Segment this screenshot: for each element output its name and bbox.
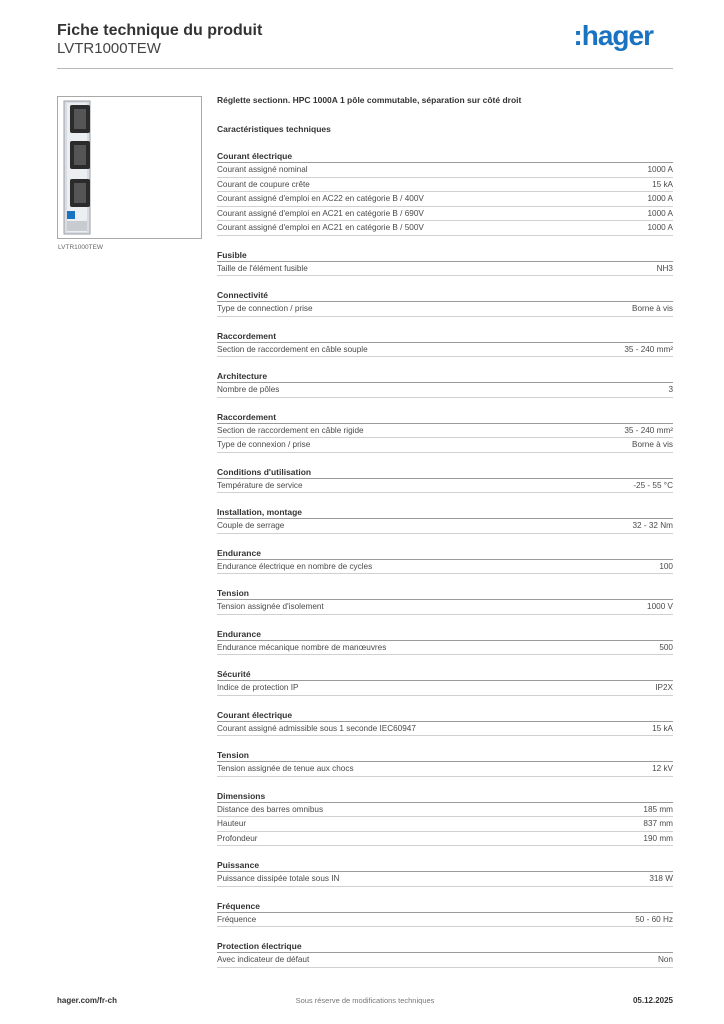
spec-group-title: Dimensions — [217, 789, 673, 803]
spec-row — [217, 302, 673, 317]
spec-row — [217, 560, 673, 575]
spec-row — [217, 817, 673, 832]
spec-row — [217, 722, 673, 737]
spec-label: Courant assigné d'emploi en AC21 en catégorie B / 500V — [217, 223, 424, 233]
spec-value: 1000 V — [647, 602, 673, 612]
spec-value: -25 - 55 °C — [633, 480, 673, 490]
spec-value: 185 mm — [643, 804, 673, 814]
spec-group — [217, 899, 673, 928]
spec-row — [217, 913, 673, 928]
spec-row — [217, 383, 673, 398]
spec-row — [217, 762, 673, 777]
spec-value: 837 mm — [643, 819, 673, 829]
spec-group-title: Tension — [217, 586, 673, 600]
spec-group-title: Architecture — [217, 369, 673, 383]
spec-group-title: Installation, montage — [217, 505, 673, 519]
spec-row — [217, 163, 673, 178]
spec-group — [217, 465, 673, 494]
spec-label: Endurance électrique en nombre de cycles — [217, 561, 373, 571]
spec-label: Profondeur — [217, 833, 258, 843]
spec-value: 35 - 240 mm² — [624, 344, 673, 354]
spec-value: 50 - 60 Hz — [635, 914, 673, 924]
spec-row — [217, 262, 673, 277]
page-header — [57, 20, 673, 70]
spec-group — [217, 149, 673, 236]
spec-groups — [217, 149, 673, 968]
spec-group — [217, 329, 673, 358]
spec-label: Nombre de pôles — [217, 385, 280, 395]
spec-group — [217, 789, 673, 847]
spec-value: 1000 A — [647, 165, 673, 175]
product-description: Réglette sectionn. HPC 1000A 1 pôle commutable, séparation sur côté droit — [217, 95, 522, 105]
document-title: Fiche technique du produit — [57, 22, 263, 39]
spec-group-title: Endurance — [217, 546, 673, 560]
spec-label: Type de connexion / prise — [217, 440, 311, 450]
spec-value: 100 — [659, 561, 673, 571]
spec-label: Fréquence — [217, 914, 257, 924]
spec-group — [217, 410, 673, 453]
spec-row — [217, 178, 673, 193]
spec-value: NH3 — [656, 263, 673, 273]
product-image — [58, 97, 201, 238]
spec-label: Courant assigné d'emploi en AC22 en catégorie B / 400V — [217, 194, 424, 204]
spec-row — [217, 438, 673, 453]
spec-value: 1000 A — [647, 208, 673, 218]
spec-label: Courant assigné d'emploi en AC21 en catégorie B / 690V — [217, 208, 424, 218]
spec-value: 318 W — [649, 874, 673, 884]
spec-label: Taille de l'élément fusible — [217, 263, 308, 273]
spec-value: 15 kA — [652, 179, 673, 189]
product-reference: LVTR1000TEW — [57, 40, 161, 57]
spec-label: Tension assignée de tenue aux chocs — [217, 764, 354, 774]
spec-label: Indice de protection IP — [217, 683, 299, 693]
footer-notice: Sous réserve de modifications techniques — [295, 996, 435, 1005]
spec-label: Température de service — [217, 480, 303, 490]
spec-group — [217, 708, 673, 737]
spec-row — [217, 424, 673, 439]
spec-group — [217, 369, 673, 398]
spec-row — [217, 479, 673, 494]
spec-value: Borne à vis — [632, 440, 673, 450]
hager-logo: :hager — [573, 20, 653, 51]
header-divider — [57, 68, 673, 69]
spec-row — [217, 519, 673, 534]
spec-group — [217, 627, 673, 656]
spec-label: Distance des barres omnibus — [217, 804, 324, 814]
spec-label: Section de raccordement en câble rigide — [217, 425, 364, 435]
spec-label: Avec indicateur de défaut — [217, 955, 310, 965]
spec-group-title: Sécurité — [217, 667, 673, 681]
footer-website: hager.com/fr-ch — [57, 996, 118, 1005]
spec-value: 1000 A — [647, 194, 673, 204]
spec-group-title: Courant électrique — [217, 708, 673, 722]
spec-row — [217, 221, 673, 236]
spec-group-title: Protection électrique — [217, 939, 673, 953]
spec-label: Courant de coupure crête — [217, 179, 310, 189]
spec-row — [217, 192, 673, 207]
spec-group — [217, 546, 673, 575]
spec-row — [217, 872, 673, 887]
spec-label: Endurance mécanique nombre de manœuvres — [217, 642, 387, 652]
spec-group-title: Endurance — [217, 627, 673, 641]
spec-label: Couple de serrage — [217, 521, 285, 531]
spec-label: Section de raccordement en câble souple — [217, 344, 368, 354]
spec-label: Hauteur — [217, 819, 247, 829]
spec-value: 190 mm — [643, 833, 673, 843]
spec-row — [217, 681, 673, 696]
spec-label: Courant assigné admissible sous 1 seconde IEC60947 — [217, 723, 416, 733]
spec-group-title: Raccordement — [217, 410, 673, 424]
spec-group-title: Raccordement — [217, 329, 673, 343]
spec-group-title: Fusible — [217, 248, 673, 262]
spec-group-title: Tension — [217, 748, 673, 762]
spec-value: 15 kA — [652, 723, 673, 733]
spec-row — [217, 832, 673, 847]
spec-row — [217, 343, 673, 358]
spec-row — [217, 600, 673, 615]
page-footer — [57, 996, 673, 1010]
spec-group — [217, 748, 673, 777]
spec-group-title: Courant électrique — [217, 149, 673, 163]
spec-label: Tension assignée d'isolement — [217, 602, 324, 612]
spec-group — [217, 288, 673, 317]
spec-sheet — [217, 94, 673, 968]
spec-label: Courant assigné nominal — [217, 165, 308, 175]
spec-group-title: Fréquence — [217, 899, 673, 913]
specs-heading: Caractéristiques techniques — [217, 124, 331, 134]
spec-value: 12 kV — [652, 764, 673, 774]
spec-value: Non — [657, 955, 673, 965]
spec-group — [217, 667, 673, 696]
spec-label: Type de connection / prise — [217, 304, 313, 314]
spec-group-title: Puissance — [217, 858, 673, 872]
spec-group — [217, 586, 673, 615]
spec-value: 500 — [659, 642, 673, 652]
spec-label: Puissance dissipée totale sous IN — [217, 874, 340, 884]
footer-date: 05.12.2025 — [632, 996, 673, 1005]
spec-group — [217, 505, 673, 534]
product-image-frame — [57, 96, 202, 239]
product-image-caption: LVTR1000TEW — [58, 244, 104, 251]
spec-row — [217, 803, 673, 818]
spec-row — [217, 641, 673, 656]
spec-value: 35 - 240 mm² — [624, 425, 673, 435]
spec-group-title: Conditions d'utilisation — [217, 465, 673, 479]
spec-group — [217, 248, 673, 277]
spec-group-title: Connectivité — [217, 288, 673, 302]
spec-group — [217, 858, 673, 887]
spec-value: Borne à vis — [632, 304, 673, 314]
spec-row — [217, 953, 673, 968]
spec-value: 3 — [668, 385, 673, 395]
spec-value: 1000 A — [647, 223, 673, 233]
spec-group — [217, 939, 673, 968]
spec-row — [217, 207, 673, 222]
spec-value: 32 - 32 Nm — [632, 521, 673, 531]
spec-value: IP2X — [655, 683, 673, 693]
